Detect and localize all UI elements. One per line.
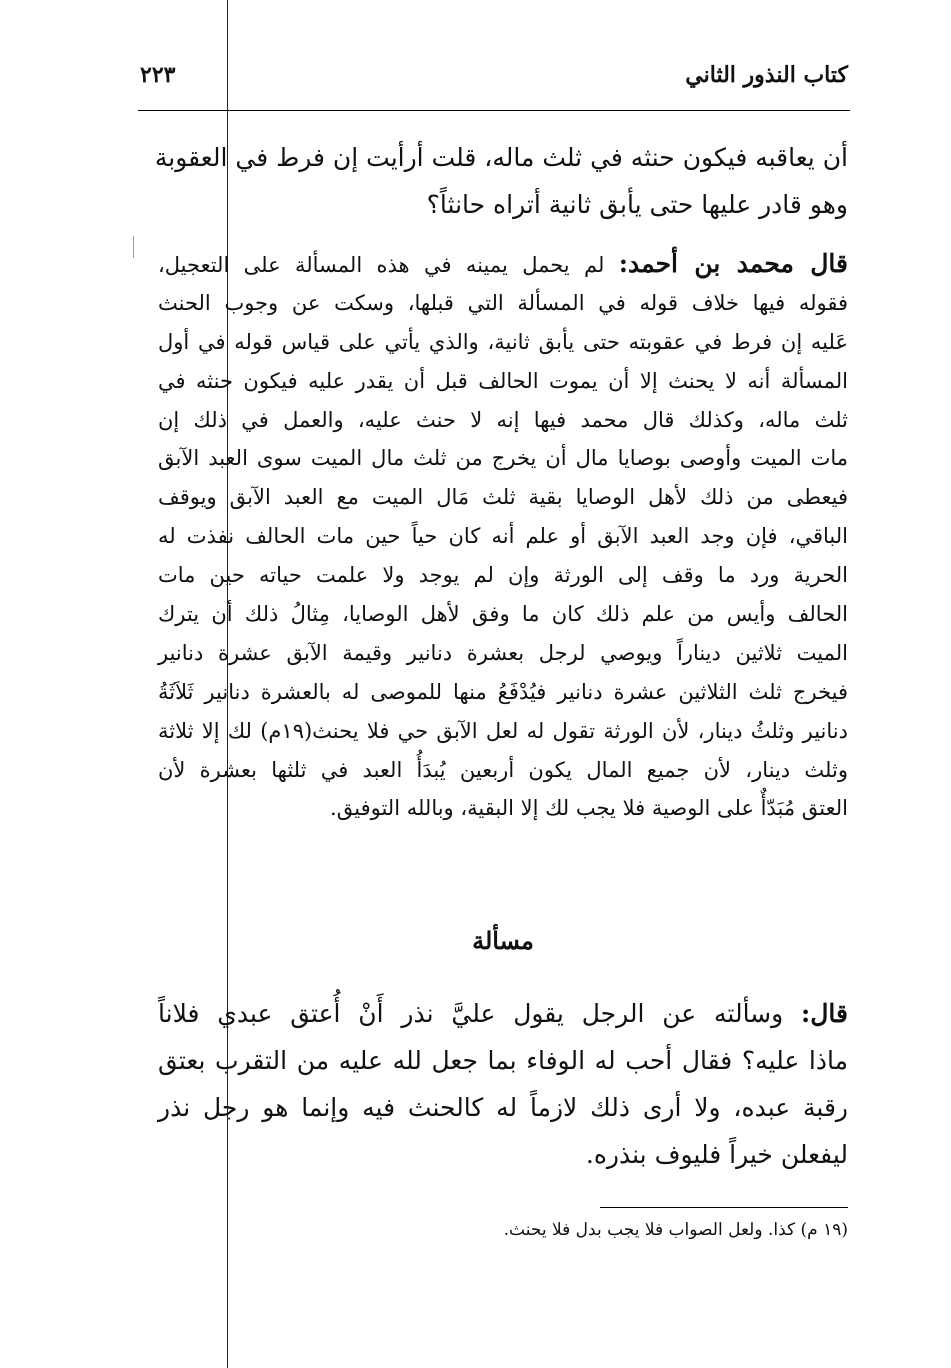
footnote-rule	[600, 1207, 848, 1208]
text-line: مات الميت وأوصى بوصايا مال أن يخرج من ثلث مال الميت سوى العبد الآبق	[158, 446, 848, 471]
text-line-rest: لم يحمل يمينه في هذه المسألة على التعجيل،	[158, 253, 605, 277]
speaker-label: قال محمد بن أحمد:	[618, 249, 849, 278]
text-line: الحالف وأيس من علم ذلك كان ما وفق لأهل الوصايا، مِثالُ ذلك أن يترك	[158, 602, 848, 627]
text-line: الميت ثلاثين ديناراً ويوصي لرجل بعشرة دنانير وقيمة الآبق عشرة دنانير	[158, 640, 848, 665]
text-line: دنانير وثلثُ دينار، لأن الورثة تقول له لعل الآبق حي فلا يحنث(١٩م) لك إلا ثلاثة	[158, 718, 848, 743]
speaker-label: قال:	[801, 999, 848, 1028]
running-title: كتاب النذور الثاني	[685, 62, 848, 88]
text-line-rest: وسألته عن الرجل يقول عليَّ نذر أَنْ أُعتق عبدي فلاناً	[158, 999, 784, 1028]
text-line: ليفعلن خيراً فليوف بنذره.	[585, 1140, 848, 1169]
footnote: (١٩ م) كذا. ولعل الصواب فلا يجب بدل فلا يحنث.	[503, 1220, 848, 1240]
page-header	[140, 58, 848, 98]
page-number: ٢٢٣	[140, 62, 176, 88]
header-rule	[138, 110, 850, 111]
text-line: الباقي، فإن وجد العبد الآبق أو علم أنه كان حياً حين مات الحالف نفذت له	[158, 524, 848, 549]
text-line: المسألة أنه لا يحنث إلا أن يموت الحالف قبل أن يقدر عليه فيكون حنثه في	[158, 368, 848, 393]
section-heading: مسألة	[472, 926, 534, 955]
text-line: رقبة عبده، ولا أرى ذلك لازماً له كالحنث فيه وإنما هو رجل نذر	[158, 1093, 848, 1122]
text-line: عَليه إن فرط في عقوبته حتى يأبق ثانية، والذي يأتي على قياس قوله في أول	[158, 329, 848, 354]
text-line: فيعطى من ذلك لأهل الوصايا بقية ثلث مَال الميت مع العبد الآبق ويوقف	[158, 485, 848, 510]
scan-mark	[133, 236, 134, 258]
text-line: فيخرج ثلث الثلاثين عشرة دنانير فيُدْفَعُ منها للموصى له بالعشرة دنانير ثَلاَثَةُ	[158, 679, 848, 704]
paragraph-3	[158, 990, 848, 1178]
text-line	[158, 990, 848, 1037]
text-line	[158, 245, 848, 284]
paragraph-2	[158, 245, 848, 828]
paragraph-1	[154, 134, 848, 228]
text-line: أن يعاقبه فيكون حنثه في ثلث ماله، قلت أرأيت إن فرط في العقوبة	[154, 143, 848, 172]
text-line: وثلث دينار، لأن جميع المال يكون أربعين يُبدَأُ العبد في ثلثها بعشرة لأن	[158, 757, 848, 782]
text-line: العتق مُبَدّأٌ على الوصية فلا يجب لك إلا البقية، وبالله التوفيق.	[330, 796, 848, 821]
text-line: وهو قادر عليها حتى يأبق ثانية أتراه حانثاً؟	[426, 190, 848, 219]
text-line: ثلث ماله، وكذلك قال محمد فيها إنه لا حنث عليه، والعمل في ذلك إن	[158, 407, 848, 432]
text-line: فقوله فيها خلاف قوله في المسألة التي قبلها، وسكت عن وجوب الحنث	[158, 290, 848, 315]
text-line: ماذا عليه؟ فقال أحب له الوفاء بما جعل لله عليه من التقرب بعتق	[158, 1046, 848, 1075]
text-line: الحرية ورد ما وقف إلى الورثة وإن لم يوجد ولا علمت حياته حين مات	[158, 563, 848, 588]
